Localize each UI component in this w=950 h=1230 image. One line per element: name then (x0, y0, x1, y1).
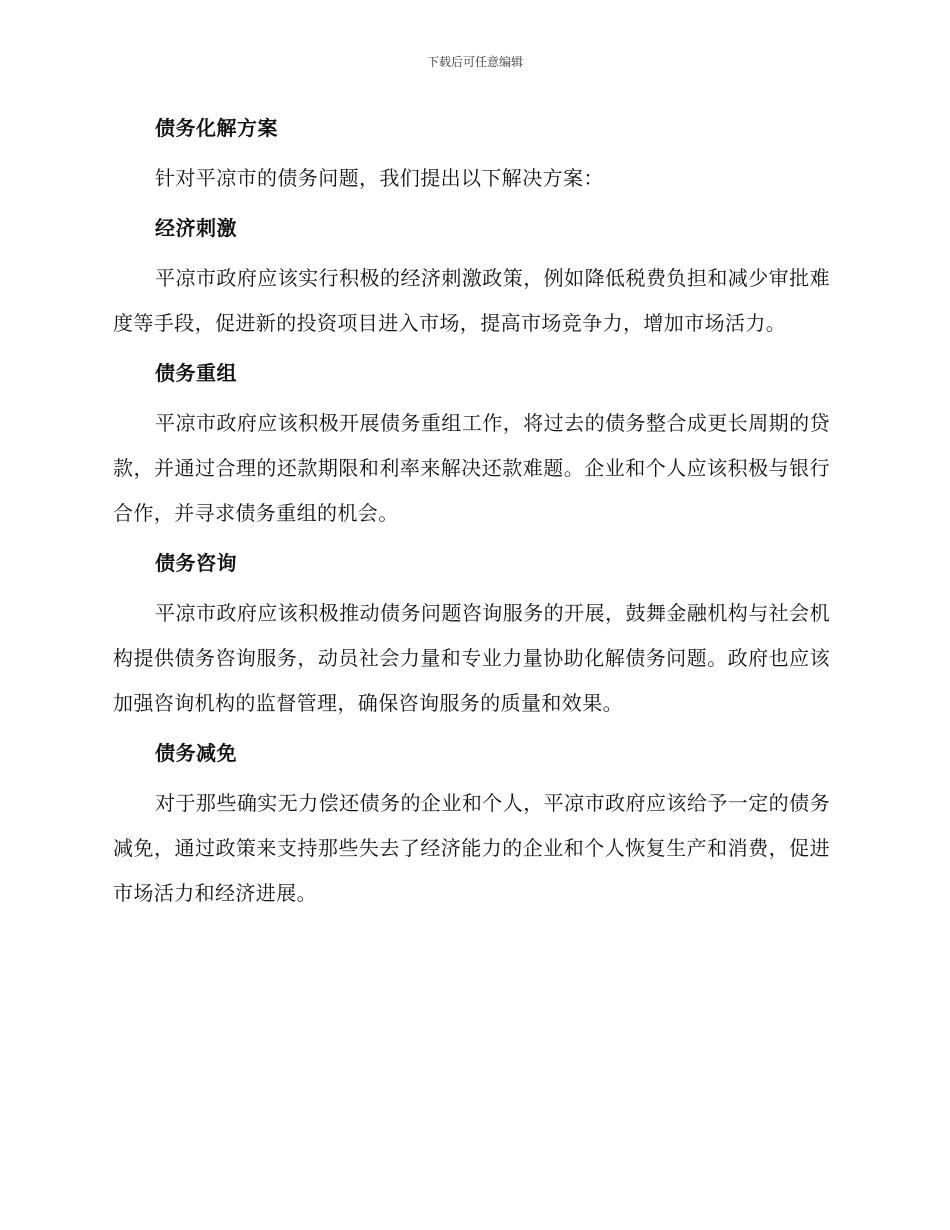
spacer (113, 243, 830, 256)
section-heading-economic-stimulus: 经济刺激 (155, 216, 237, 240)
spacer (113, 578, 830, 591)
section-heading-debt-restructuring: 债务重组 (155, 361, 237, 385)
intro-paragraph: 针对平凉市的债务问题，我们提出以下解决方案： (155, 166, 604, 190)
spacer (113, 388, 830, 401)
section-heading-debt-consulting: 债务咨询 (155, 551, 237, 575)
spacer (113, 346, 830, 358)
document-content (113, 113, 830, 916)
page-header-note: 下载后可任意编辑 (426, 55, 523, 69)
spacer (113, 726, 830, 738)
spacer (113, 768, 830, 781)
spacer (113, 201, 830, 213)
section-body-economic-stimulus: 平凉市政府应该实行积极的经济刺激政策，例如降低税费负担和减少审批难度等手段，促进新的投资项目进入市场，提高市场竞争力，增加市场活力。 (113, 266, 830, 335)
section-heading-debt-relief: 债务减免 (155, 741, 237, 765)
spacer (113, 536, 830, 548)
spacer (113, 143, 830, 156)
document-title: 债务化解方案 (155, 116, 278, 140)
section-body-debt-consulting: 平凉市政府应该积极推动债务问题咨询服务的开展，鼓舞金融机构与社会机构提供债务咨询服务，动员社会力量和专业力量协助化解债务问题。政府也应该加强咨询机构的监督管理，确保咨询服务的质量和效果。 (113, 601, 830, 715)
section-body-debt-restructuring: 平凉市政府应该积极开展债务重组工作，将过去的债务整合成更长周期的贷款，并通过合理的还款期限和利率来解决还款难题。企业和个人应该积极与银行合作，并寻求债务重组的机会。 (113, 411, 830, 525)
section-body-debt-relief: 对于那些确实无力偿还债务的企业和个人，平凉市政府应该给予一定的债务减免，通过政策来支持那些失去了经济能力的企业和个人恢复生产和消费，促进市场活力和经济进展。 (113, 791, 830, 905)
